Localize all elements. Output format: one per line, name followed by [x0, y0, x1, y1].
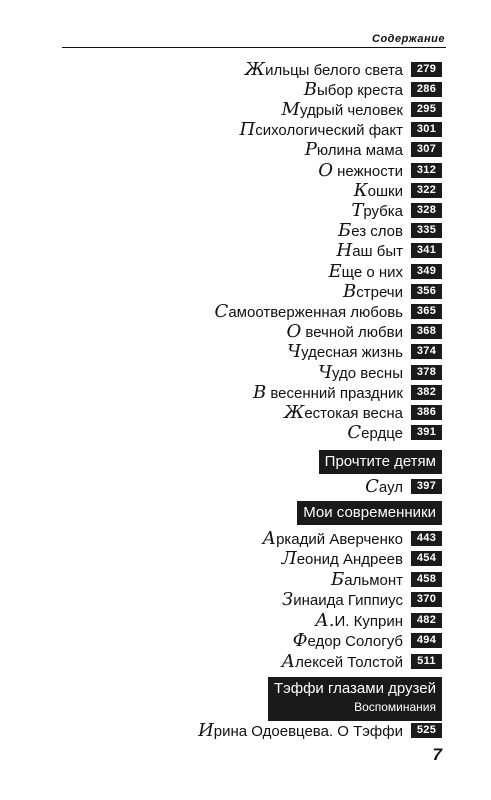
- toc-entry-title: Трубка: [351, 199, 403, 221]
- toc-entry: [240, 120, 442, 140]
- toc-entry-page-number: 307: [411, 142, 442, 157]
- toc-entry-page-number: 279: [411, 62, 442, 77]
- toc-entry: [337, 241, 443, 261]
- toc-entry-page-number: 443: [411, 531, 442, 546]
- toc-entry-title: Чудо весны: [318, 361, 403, 383]
- toc-entry-page-number: 482: [411, 613, 442, 628]
- toc-entry: [245, 59, 442, 79]
- toc-entry-page-number: 295: [411, 102, 442, 117]
- section-heading-friends: [268, 677, 442, 721]
- toc-entry-page-number: 374: [411, 344, 442, 359]
- toc-entry-page-number: 286: [411, 82, 442, 97]
- toc-entry-title: Мудрый человек: [281, 98, 403, 120]
- toc-entry-page-number: 301: [411, 122, 442, 137]
- toc-entry-page-number: 454: [411, 551, 442, 566]
- toc-entry-page-number: 382: [411, 385, 442, 400]
- header-rule: [62, 47, 446, 48]
- toc-entry-page-number: 391: [411, 425, 442, 440]
- toc-entry: [286, 322, 442, 342]
- toc-entry-page-number: 335: [411, 223, 442, 238]
- toc-entry-page-number: 349: [411, 264, 442, 279]
- toc-entry-title: Без слов: [337, 220, 403, 242]
- toc-entry: [304, 79, 442, 99]
- toc-entry-page-number: 494: [411, 633, 442, 648]
- toc-entry-title: Сердце: [347, 422, 403, 444]
- toc-entry-title: Жестокая весна: [284, 401, 403, 423]
- toc-entry-title: Еще о них: [328, 260, 403, 282]
- toc-entry-title: Жильцы белого света: [244, 58, 403, 80]
- toc-entry: [354, 180, 442, 200]
- toc-entry-title: Психологический факт: [239, 119, 403, 141]
- toc-entry-page-number: 370: [411, 592, 442, 607]
- page-number: 7: [432, 745, 442, 764]
- toc-entry: [281, 651, 442, 671]
- toc-entry-title: А.И. Куприн: [315, 609, 403, 631]
- toc-entry-title: О нежности: [318, 159, 403, 181]
- toc-entry-title: Алексей Толстой: [281, 650, 403, 672]
- toc-entry-page-number: 397: [411, 479, 442, 494]
- toc-entry-title: Федор Сологуб: [292, 630, 403, 651]
- toc-entry-page-number: 378: [411, 365, 442, 380]
- toc-entry: [262, 528, 442, 548]
- toc-entry: [315, 610, 442, 630]
- toc-entry: [318, 160, 442, 180]
- toc-entry-page-number: 368: [411, 324, 442, 339]
- running-header: Содержание: [372, 33, 445, 45]
- toc-entry-title: Аркадий Аверченко: [262, 527, 403, 549]
- toc-entry-title: Самоотверженная любовь: [214, 300, 403, 322]
- toc-entry-page-number: 312: [411, 163, 442, 178]
- toc-entry: [305, 140, 442, 160]
- toc-entry-title: Леонид Андреев: [281, 548, 403, 569]
- toc-entry-page-number: 458: [411, 572, 442, 587]
- toc-entry: [253, 382, 442, 402]
- toc-entry: [331, 569, 442, 589]
- toc-entry: [365, 476, 442, 496]
- toc-entry: [282, 99, 443, 119]
- toc-entry-title: Встречи: [343, 280, 403, 302]
- section-heading-children: Прочтите детям: [319, 450, 442, 474]
- toc-entry-title: В весенний праздник: [252, 381, 403, 403]
- toc-entry: [343, 281, 442, 301]
- toc-entry: [351, 200, 442, 220]
- toc-entry-page-number: 322: [411, 183, 442, 198]
- toc-entry: [198, 720, 442, 740]
- toc-entry-page-number: 328: [411, 203, 442, 218]
- toc-entry-title: Кошки: [353, 179, 403, 201]
- toc-entry: [318, 362, 442, 382]
- toc-entry-title: Саул: [365, 475, 403, 497]
- toc-entry: [347, 423, 442, 443]
- toc-entry: [284, 402, 442, 422]
- toc-entry-page-number: 365: [411, 304, 442, 319]
- toc-entry-page-number: 356: [411, 284, 442, 299]
- section-heading-contemporaries: Мои современники: [297, 501, 442, 525]
- toc-entry-title: Ирина Одоевцева. О Тэффи: [198, 719, 403, 741]
- toc-entry: [287, 342, 442, 362]
- toc-entry-title: Чудесная жизнь: [287, 341, 403, 363]
- toc-entry-page-number: 386: [411, 405, 442, 420]
- toc-entry-title: О вечной любви: [286, 321, 403, 343]
- toc-entry-title: Выбор креста: [303, 78, 403, 100]
- toc-entry: [293, 631, 442, 651]
- toc-entry-title: Наш быт: [336, 240, 403, 262]
- toc-entry: [282, 590, 442, 610]
- toc-entry: [215, 301, 442, 321]
- toc-entry-title: Бальмонт: [331, 568, 403, 590]
- toc-entry: [338, 221, 442, 241]
- toc-entry-title: Рюлина мама: [304, 139, 403, 161]
- toc-entry: [282, 549, 442, 569]
- toc-entry-title: Зинаида Гиппиус: [282, 589, 403, 610]
- toc-entry-page-number: 525: [411, 723, 442, 738]
- toc-entry-page-number: 511: [411, 654, 442, 669]
- toc-entry-page-number: 341: [411, 243, 442, 258]
- section-heading-friends-title: Тэффи глазами друзей: [273, 680, 436, 697]
- section-heading-friends-subtitle: Воспоминания: [354, 700, 436, 714]
- toc-entry: [329, 261, 443, 281]
